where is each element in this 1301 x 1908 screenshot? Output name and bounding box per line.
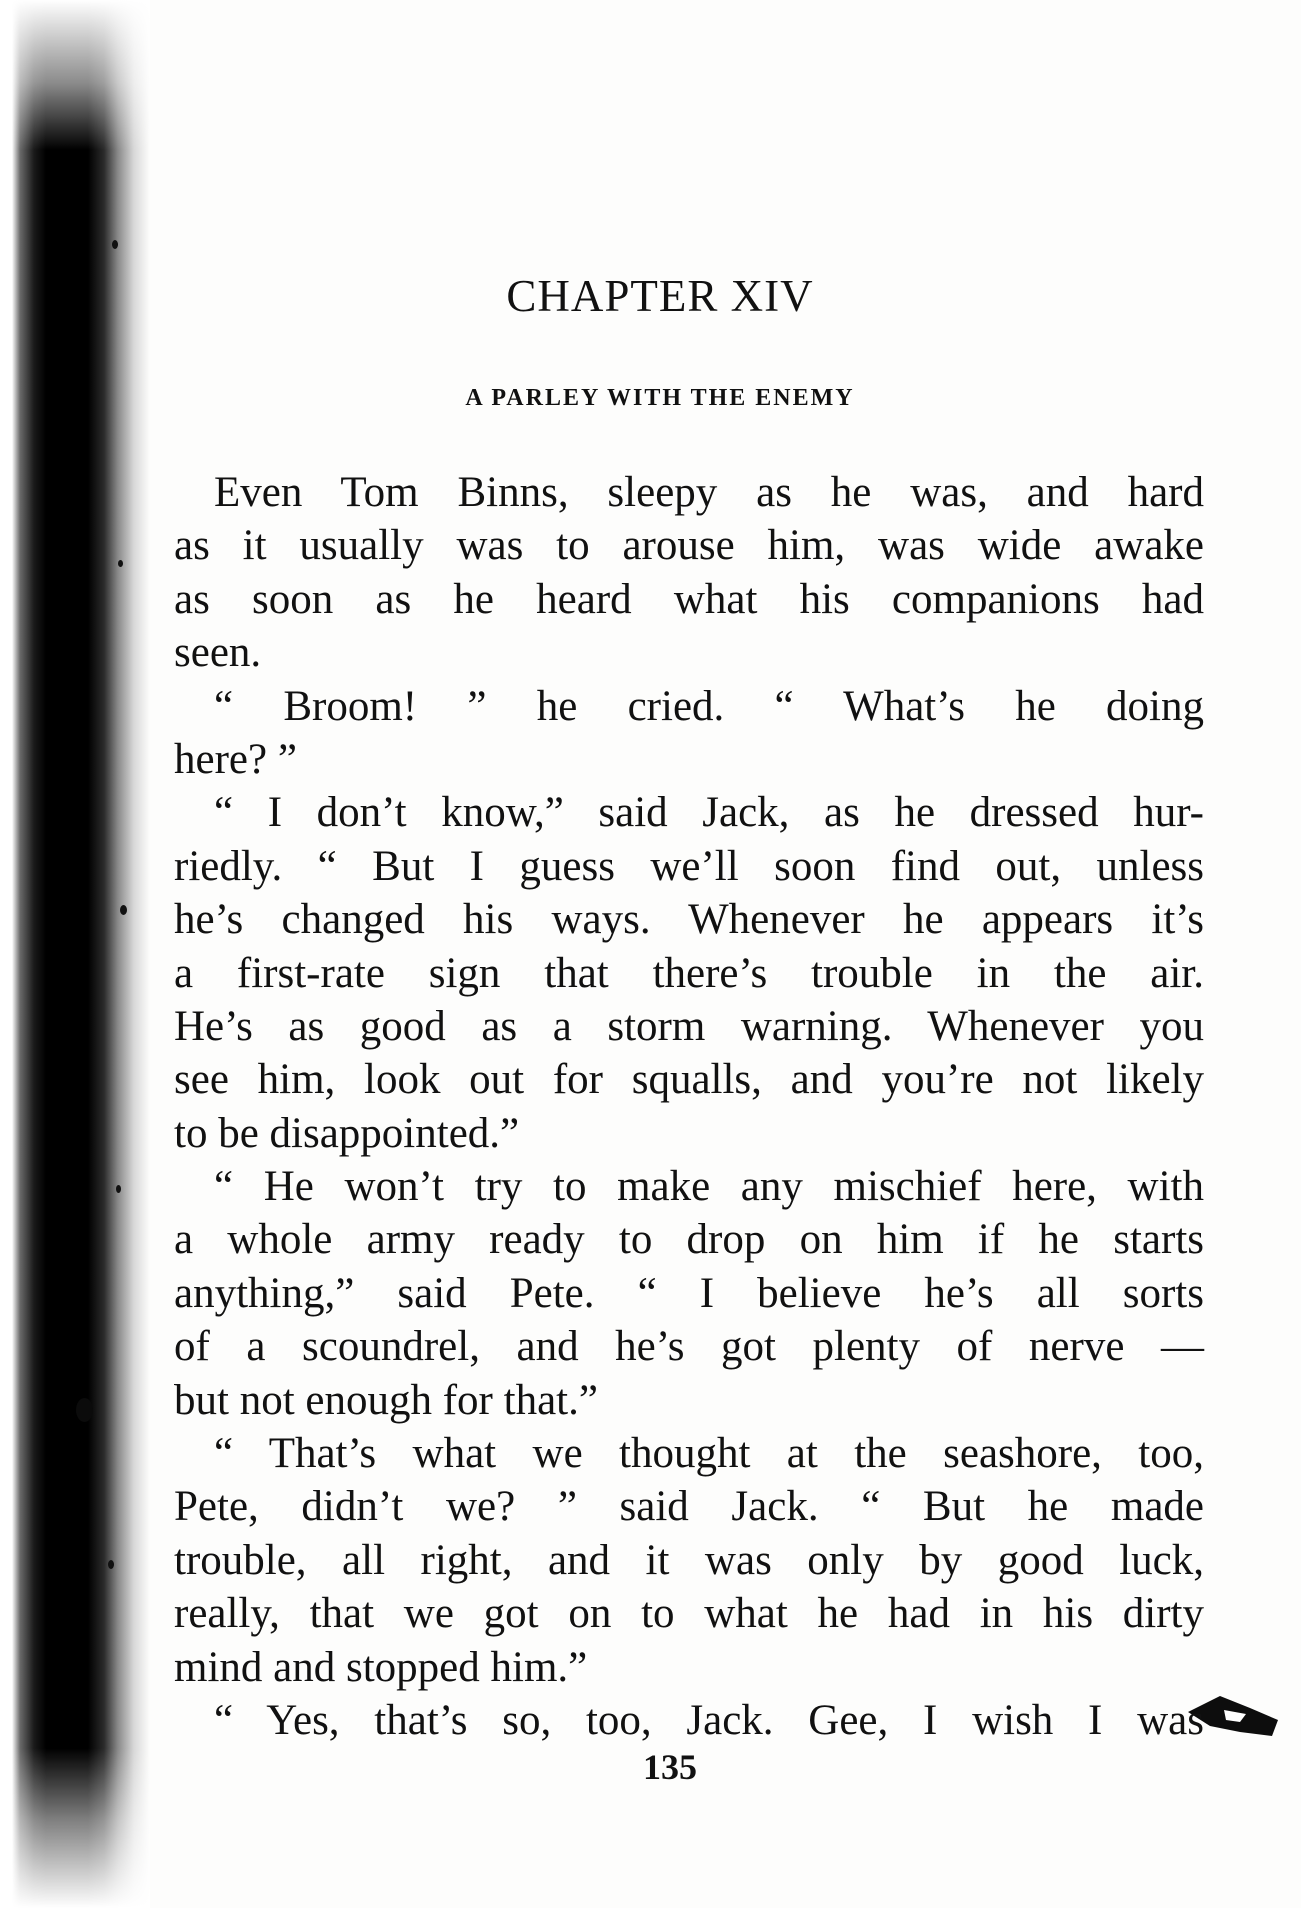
chapter-body: [174, 466, 1204, 1747]
text-line: see him, look out for squalls, and you’re not likely: [174, 1056, 1204, 1104]
text-line: He’s as good as a storm warning. Whenever you: [174, 1002, 1204, 1050]
text-line: he’s changed his ways. Whenever he appears it’s: [174, 896, 1204, 944]
text-line: here? ”: [174, 735, 297, 783]
text-line: as it usually was to arouse him, was wide awake: [174, 522, 1204, 570]
binding-fade-top: [0, 0, 150, 150]
chapter-number: CHAPTER XIV: [506, 271, 814, 321]
text-line: trouble, all right, and it was only by good luck,: [174, 1536, 1204, 1584]
text-line: “ I don’t know,” said Jack, as he dressed hur-: [214, 789, 1204, 837]
text-line: “ Broom! ” he cried. “ What’s he doing: [214, 682, 1204, 730]
text-line: to be disappointed.”: [174, 1109, 520, 1157]
text-line: mind and stopped him.”: [174, 1643, 588, 1691]
page-number: 135: [643, 1747, 697, 1787]
margin-ink-blot: [76, 1398, 93, 1422]
scanned-binding-edge: [0, 0, 150, 1908]
scan-speckle: [118, 560, 123, 567]
chapter-title: A PARLEY WITH THE ENEMY: [465, 385, 855, 411]
text-line: “ Yes, that’s so, too, Jack. Gee, I wish I was: [214, 1696, 1204, 1744]
scan-speckle: [112, 240, 118, 249]
text-line: as soon as he heard what his companions had: [174, 575, 1204, 623]
text-line: of a scoundrel, and he’s got plenty of nerve —: [174, 1323, 1204, 1371]
text-line: but not enough for that.”: [174, 1376, 598, 1424]
scan-speckle: [108, 1560, 114, 1569]
text-line: seen.: [174, 629, 262, 677]
text-line: really, that we got on to what he had in his dirty: [174, 1590, 1204, 1638]
text-line: a first-rate sign that there’s trouble in the air.: [174, 949, 1204, 997]
scan-speckle: [116, 1185, 121, 1193]
text-line: riedly. “ But I guess we’ll soon find out, unless: [174, 842, 1204, 890]
text-line: “ He won’t try to make any mischief here, with: [214, 1163, 1204, 1211]
text-line: “ That’s what we thought at the seashore, too,: [214, 1430, 1204, 1478]
text-line: Pete, didn’t we? ” said Jack. “ But he made: [174, 1483, 1204, 1531]
scan-speckle: [120, 905, 127, 915]
text-line: a whole army ready to drop on him if he starts: [174, 1216, 1204, 1264]
text-line: anything,” said Pete. “ I believe he’s all sorts: [174, 1269, 1204, 1317]
text-line: Even Tom Binns, sleepy as he was, and hard: [214, 469, 1204, 516]
binding-fade-bottom: [0, 1748, 150, 1908]
